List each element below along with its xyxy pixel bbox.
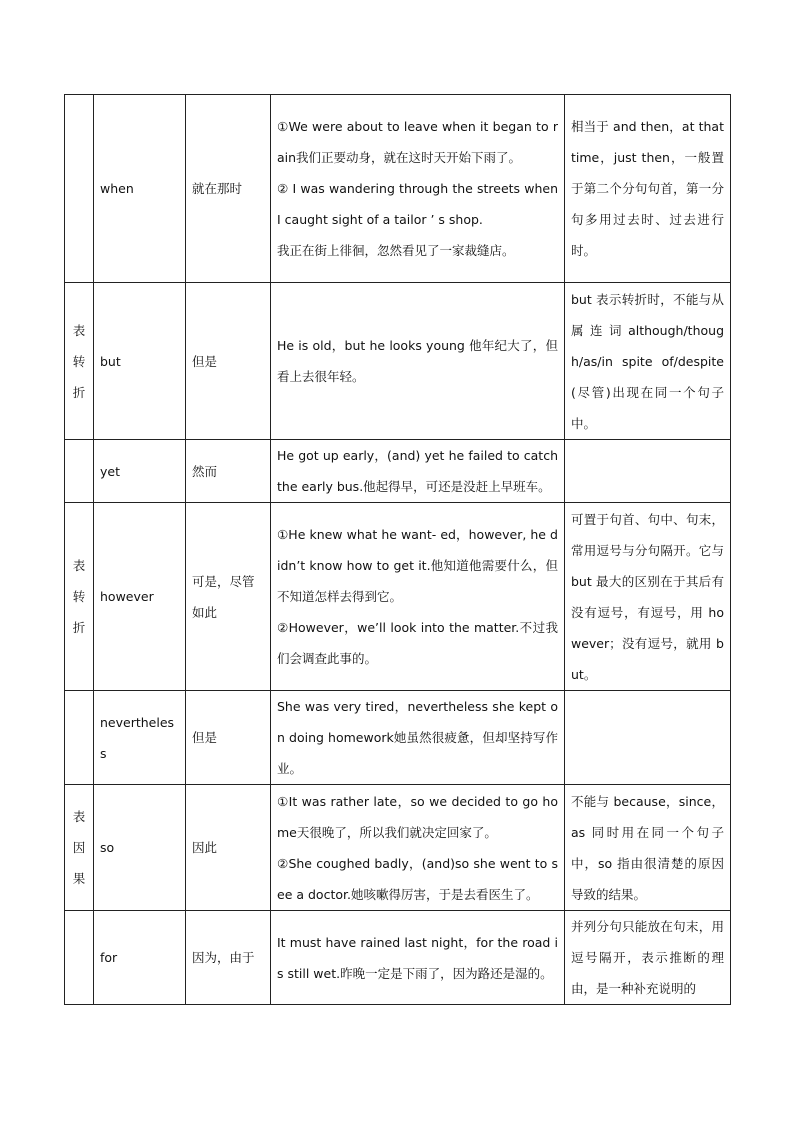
word-cell: yet — [94, 440, 186, 503]
example-line: She was very tired，nevertheless she kept on doing homework她虽然很疲惫，但却坚持写作业。 — [277, 699, 558, 776]
category-cell: 表因果 — [65, 785, 94, 911]
note-cell — [565, 691, 731, 785]
meaning-cell: 但是 — [186, 691, 271, 785]
word-cell: nevertheless — [94, 691, 186, 785]
word-cell: for — [94, 911, 186, 1005]
meaning-cell: 因此 — [186, 785, 271, 911]
example-line: ①He knew what he want- ed，however, he didn’t know how to get it.他知道他需要什么，但不知道怎样去得到它。 — [277, 527, 558, 604]
table-row — [65, 503, 731, 691]
meaning-cell: 然而 — [186, 440, 271, 503]
table-row — [65, 440, 731, 503]
examples-cell — [271, 95, 565, 283]
examples-cell — [271, 911, 565, 1005]
example-line: ①It was rather late，so we decided to go home天很晚了，所以我们就决定回家了。 — [277, 793, 558, 840]
examples-cell — [271, 503, 565, 691]
conjunction-table — [64, 94, 731, 1005]
table-row — [65, 95, 731, 283]
word-cell: but — [94, 283, 186, 440]
note-cell — [565, 440, 731, 503]
examples-cell — [271, 283, 565, 440]
word-cell: when — [94, 95, 186, 283]
example-line: ②However，we’ll look into the matter.不过我们会调查此事的。 — [277, 620, 558, 666]
example-line: It must have rained last night，for the road is still wet.昨晚一定是下雨了，因为路还是湿的。 — [277, 934, 558, 981]
table-row — [65, 911, 731, 1005]
note-cell: 并列分句只能放在句末，用逗号隔开，表示推断的理由，是一种补充说明的 — [565, 911, 731, 1005]
meaning-cell: 但是 — [186, 283, 271, 440]
examples-cell — [271, 785, 565, 911]
example-line: ② I was wandering through the streets when I caught sight of a tailor ’ s shop. — [277, 181, 558, 227]
examples-cell — [271, 691, 565, 785]
meaning-cell: 因为，由于 — [186, 911, 271, 1005]
word-cell: however — [94, 503, 186, 691]
note-cell: 可置于句首、句中、句末，常用逗号与分句隔开。它与 but 最大的区别在于其后有没有逗号，有逗号，用 however；没有逗号，就用 but。 — [565, 503, 731, 691]
note-cell: 相当于 and then，at that time，just then，一般置于第二个分句句首，第一分句多用过去时、过去进行时。 — [565, 95, 731, 283]
table-row — [65, 785, 731, 911]
table-row — [65, 283, 731, 440]
table-row — [65, 691, 731, 785]
note-cell: 不能与 because，since，as 同时用在同一个句子中，so 指由很清楚的原因导致的结果。 — [565, 785, 731, 911]
category-cell — [65, 440, 94, 503]
category-cell — [65, 95, 94, 283]
example-line: ①We were about to leave when it began to rain我们正要动身，就在这时天开始下雨了。 — [277, 119, 558, 165]
meaning-cell: 就在那时 — [186, 95, 271, 283]
example-line: He got up early，(and) yet he failed to catch the early bus.他起得早，可还是没赶上早班车。 — [277, 448, 558, 494]
word-cell: so — [94, 785, 186, 911]
example-line: ②She coughed badly，(and)so she went to see a doctor.她咳嗽得厉害，于是去看医生了。 — [277, 855, 558, 902]
examples-cell — [271, 440, 565, 503]
category-cell — [65, 691, 94, 785]
example-line: 我正在街上徘徊，忽然看见了一家裁缝店。 — [277, 243, 515, 258]
meaning-cell: 可是，尽管如此 — [186, 503, 271, 691]
category-cell: 表转折 — [65, 283, 94, 440]
category-cell — [65, 911, 94, 1005]
category-cell: 表转折 — [65, 503, 94, 691]
example-line: He is old，but he looks young 他年纪大了，但看上去很年轻。 — [277, 338, 558, 384]
note-cell: but 表示转折时，不能与从 属 连 词 although/though/as/in spite of/despite(尽管)出现在同一个句子中。 — [565, 283, 731, 440]
